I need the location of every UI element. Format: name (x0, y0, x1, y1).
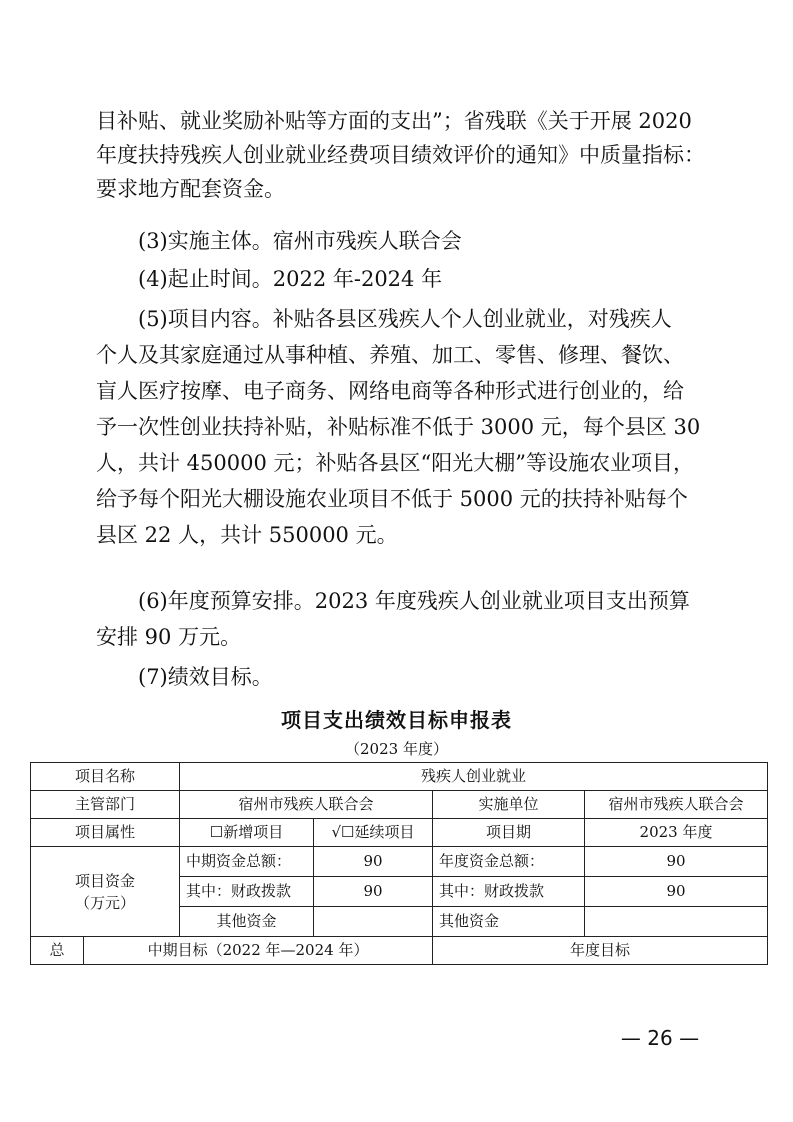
impl-label: 实施单位 (433, 791, 585, 819)
item-4-period: (4)起止时间。2022 年-2024 年 (138, 267, 443, 291)
goal-label: 总 (31, 937, 84, 965)
body-line: 年度扶持残疾人创业就业经费项目绩效评价的通知》中质量指标： (96, 143, 705, 167)
item-5-line: 予一次性创业扶持补贴，补贴标准不低于 3000 元，每个县区 30 (96, 415, 701, 439)
form-year: （2023 年度） (345, 740, 448, 758)
table-row (31, 819, 768, 847)
mid-fiscal-value: 90 (314, 877, 433, 907)
dept-value: 宿州市残疾人联合会 (180, 791, 433, 819)
body-line: 要求地方配套资金。 (96, 177, 285, 201)
annual-fiscal-value: 90 (585, 877, 768, 907)
mid-fiscal-label: 其中：财政拨款 (180, 877, 314, 907)
item-7-goals: (7)绩效目标。 (138, 665, 273, 689)
mid-goal-label: 中期目标（2022 年—2024 年） (84, 937, 433, 965)
project-name-value: 残疾人创业就业 (180, 763, 768, 791)
table-row (31, 937, 768, 965)
attr-continued-checkbox: √☐延续项目 (314, 819, 433, 847)
item-5-line: 县区 22 人，共计 550000 元。 (96, 523, 398, 547)
period-label: 项目期 (433, 819, 585, 847)
performance-goal-form (30, 762, 768, 965)
annual-total-label: 年度资金总额： (433, 847, 585, 877)
annual-other-value (585, 907, 768, 937)
mid-total-label: 中期资金总额： (180, 847, 314, 877)
mid-other-label: 其他资金 (180, 907, 314, 937)
annual-goal-label: 年度目标 (433, 937, 768, 965)
item-5-line: 个人及其家庭通过从事种植、养殖、加工、零售、修理、餐饮、 (96, 343, 684, 367)
mid-total-value: 90 (314, 847, 433, 877)
impl-value: 宿州市残疾人联合会 (585, 791, 768, 819)
project-name-label: 项目名称 (31, 763, 180, 791)
fund-unit: （万元） (75, 893, 136, 912)
item-6-line: (6)年度预算安排。2023 年度残疾人创业就业项目支出预算 (138, 589, 690, 613)
table-row (31, 791, 768, 819)
item-5-line: 人，共计 450000 元；补贴各县区“阳光大棚”等设施农业项目， (96, 451, 694, 475)
annual-fiscal-label: 其中：财政拨款 (433, 877, 585, 907)
item-5-line: 给予每个阳光大棚设施农业项目不低于 5000 元的扶持补贴每个 (96, 487, 688, 511)
item-3-implementer: (3)实施主体。宿州市残疾人联合会 (138, 229, 462, 253)
period-value: 2023 年度 (585, 819, 768, 847)
page-number: — 26 — (620, 1026, 700, 1050)
attr-label: 项目属性 (31, 819, 180, 847)
table-row (31, 763, 768, 791)
body-line: 目补贴、就业奖励补贴等方面的支出”；省残联《关于开展 2020 (96, 109, 692, 133)
attr-new-checkbox: ☐新增项目 (180, 819, 314, 847)
fund-label-cell (31, 847, 180, 937)
fund-label: 项目资金 (75, 871, 136, 890)
form-title: 项目支出绩效目标申报表 (281, 708, 512, 732)
mid-other-value (314, 907, 433, 937)
dept-label: 主管部门 (31, 791, 180, 819)
table-row (31, 847, 768, 877)
item-5-line: (5)项目内容。补贴各县区残疾人个人创业就业，对残疾人 (138, 307, 672, 331)
item-6-line: 安排 90 万元。 (96, 625, 242, 649)
annual-total-value: 90 (585, 847, 768, 877)
annual-other-label: 其他资金 (433, 907, 585, 937)
item-5-line: 盲人医疗按摩、电子商务、网络电商等各种形式进行创业的，给 (96, 379, 684, 403)
